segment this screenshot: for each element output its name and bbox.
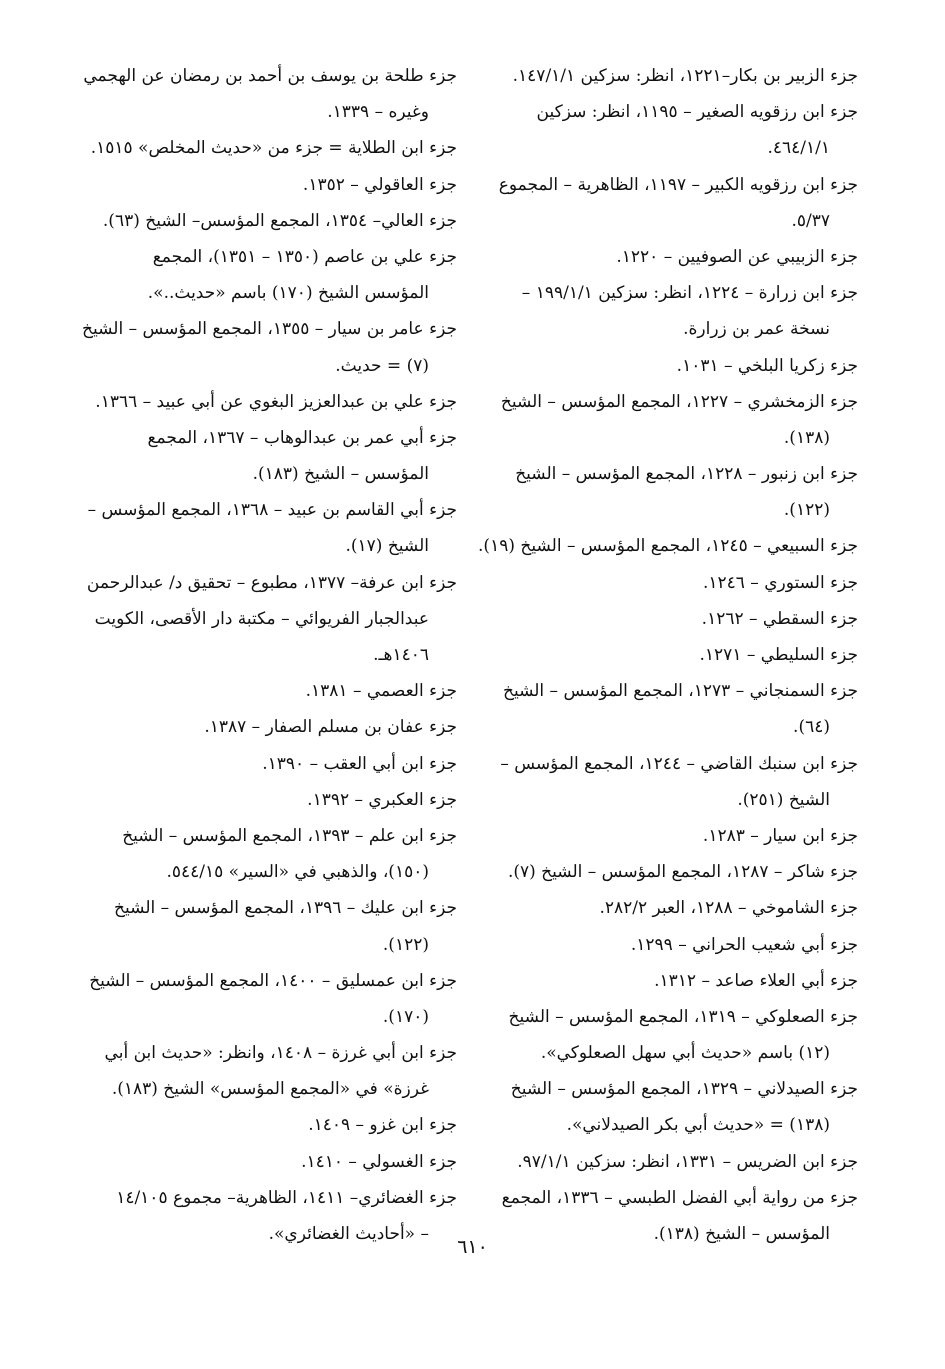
entry-line: جزء ابن رزقويه الصغير – ١١٩٥، انظر: سزكين bbox=[536, 102, 858, 123]
entry-line: جزء ابن سنبك القاضي – ١٢٤٤، المجمع المؤسس – bbox=[500, 753, 858, 774]
entry-line: جزء الغسولي – ١٤١٠. bbox=[301, 1151, 457, 1172]
entry-continuation-line: غرزة» في «المجمع المؤسس» الشيخ (١٨٣). bbox=[111, 1079, 429, 1100]
entry-continuation-line: المؤسس – الشيخ (١٨٣). bbox=[252, 464, 429, 485]
entry-line: جزء ابن أبي العقب – ١٣٩٠. bbox=[262, 753, 457, 774]
entry-line: جزء أبي شعيب الحراني – ١٢٩٩. bbox=[630, 934, 858, 955]
entry-line: جزء شاكر – ١٢٨٧، المجمع المؤسس – الشيخ (٧). bbox=[507, 862, 858, 883]
entry-line: جزء الزبير بن بكار–١٢٢١، انظر: سزكين ١٤٧/١/١. bbox=[512, 66, 858, 86]
entry-line: جزء ابن عليك – ١٣٩٦، المجمع المؤسس – الشيخ bbox=[114, 898, 457, 919]
entry-continuation-line: عبدالجبار الفريوائي – مكتبة دار الأقصى، الكويت bbox=[94, 608, 429, 629]
entry-line: جزء زكريا البلخي – ١٠٣١. bbox=[676, 355, 858, 376]
entry-line: جزء العالي– ١٣٥٤، المجمع المؤسس– الشيخ (٦٣). bbox=[102, 210, 457, 231]
entry-line: جزء ابن زنبور – ١٢٢٨، المجمع المؤسس – الشيخ bbox=[515, 464, 858, 485]
entry-line: جزء العكبري – ١٣٩٢. bbox=[307, 789, 457, 810]
entry-line: جزء علي بن عبدالعزيز البغوي عن أبي عبيد – ١٣٦٦. bbox=[95, 391, 457, 412]
entry-line: جزء ابن علم – ١٣٩٣، المجمع المؤسس – الشيخ bbox=[122, 825, 457, 846]
entry-continuation-line: ١٤٠٦هـ. bbox=[373, 645, 429, 665]
entry-line: جزء السمنجاني – ١٢٧٣، المجمع المؤسس – الشيخ bbox=[502, 681, 858, 702]
entry-continuation-line: نسخة عمر بن زرارة. bbox=[683, 319, 830, 340]
entry-line: جزء عامر بن سيار – ١٣٥٥، المجمع المؤسس – الشيخ bbox=[82, 319, 457, 340]
entry-line: جزء الستوري – ١٢٤٦. bbox=[702, 572, 858, 593]
entry-continuation-line: (٧) = حديث. bbox=[335, 355, 429, 376]
entry-continuation-line: (١٣٨). bbox=[783, 427, 830, 448]
entry-line: جزء ابن أبي غرزة – ١٤٠٨، وانظر: «حديث ابن أبي bbox=[104, 1043, 457, 1064]
left-column bbox=[82, 58, 457, 1252]
entry-continuation-line: (١٢) باسم «حديث أبي سهل الصعلوكي». bbox=[540, 1043, 830, 1064]
right-column bbox=[478, 58, 858, 1252]
entry-line: جزء من رواية أبي الفضل الطبسي – ١٣٣٦، المجمع bbox=[501, 1187, 858, 1208]
entry-line: جزء أبي العلاء صاعد – ١٣١٢. bbox=[654, 970, 858, 991]
entry-continuation-line: الشيخ (١٧). bbox=[345, 536, 429, 557]
entry-line: جزء ابن الضريس – ١٣٣١، انظر: سزكين ٩٧/١/١. bbox=[517, 1151, 858, 1172]
entry-continuation-line: ٤٦٤/١/١. bbox=[767, 138, 830, 159]
entry-line: جزء الغضائري– ١٤١١، الظاهرية– مجموع ١٤/١٠٥ bbox=[116, 1187, 457, 1208]
entry-line: جزء عفان بن مسلم الصفار – ١٣٨٧. bbox=[204, 717, 457, 738]
entry-continuation-line: المؤسس – الشيخ (١٣٨). bbox=[653, 1224, 830, 1244]
entry-line: جزء الزبيبي عن الصوفيين – ١٢٢٠. bbox=[616, 246, 858, 267]
entry-line: جزء أبي القاسم بن عبيد – ١٣٦٨، المجمع المؤسس – bbox=[87, 500, 457, 521]
entry-line: جزء ابن عرفة– ١٣٧٧، مطبوع – تحقيق د/ عبدالرحمن bbox=[86, 572, 457, 593]
entry-line: جزء طلحة بن يوسف بن أحمد بن رمضان عن الهجمي bbox=[83, 66, 457, 86]
entry-continuation-line: ٥/٣٧. bbox=[791, 210, 830, 231]
entry-line: جزء ابن غزو – ١٤٠٩. bbox=[308, 1115, 457, 1136]
entry-continuation-line: (٦٤). bbox=[793, 717, 830, 738]
entry-line: جزء علي بن عاصم (١٣٥٠ – ١٣٥١)، المجمع bbox=[152, 246, 457, 267]
entry-continuation-line: – «أحاديث الغضائري». bbox=[268, 1224, 429, 1244]
entry-line: جزء أبي عمر بن عبدالوهاب – ١٣٦٧، المجمع bbox=[147, 427, 457, 448]
entry-continuation-line: المؤسس الشيخ (١٧٠) باسم «حديث..». bbox=[147, 283, 429, 304]
entry-continuation-line: الشيخ (٢٥١). bbox=[737, 789, 830, 810]
entry-line: جزء الشاموخي – ١٢٨٨، العبر ٢٨٢/٢. bbox=[599, 898, 858, 919]
entry-line: جزء العاقولي – ١٣٥٢. bbox=[302, 174, 457, 195]
entry-line: جزء الصعلوكي – ١٣١٩، المجمع المؤسس – الشيخ bbox=[508, 1006, 858, 1027]
entry-line: جزء ابن زرارة – ١٢٢٤، انظر: سزكين ١٩٩/١/١ – bbox=[521, 283, 858, 304]
page-number: ٦١٠ bbox=[457, 1236, 488, 1258]
entry-line: جزء ابن الطلاية = جزء من «حديث المخلص» ١٥١٥. bbox=[90, 138, 457, 159]
entry-line: جزء العصمي – ١٣٨١. bbox=[305, 681, 457, 702]
entry-continuation-line: وغيره – ١٣٣٩. bbox=[327, 102, 429, 123]
entry-continuation-line: (١٧٠). bbox=[382, 1006, 429, 1027]
entry-continuation-line: (١٢٢). bbox=[382, 934, 429, 955]
entry-continuation-line: (١٢٢). bbox=[783, 500, 830, 521]
entry-line: جزء ابن سيار – ١٢٨٣. bbox=[702, 825, 858, 846]
entry-line: جزء السليطي – ١٢٧١. bbox=[699, 645, 858, 665]
entry-continuation-line: (١٣٨) = «حديث أبي بكر الصيدلاني». bbox=[566, 1115, 830, 1136]
entry-line: جزء ابن رزقويه الكبير – ١١٩٧، الظاهرية – المجموع bbox=[498, 174, 858, 195]
entry-line: جزء الصيدلاني – ١٣٢٩، المجمع المؤسس – الشيخ bbox=[510, 1079, 858, 1100]
entry-line: جزء ابن عمسليق – ١٤٠٠، المجمع المؤسس – الشيخ bbox=[89, 970, 457, 991]
entry-line: جزء السقطي – ١٢٦٢. bbox=[701, 608, 858, 629]
entry-line: جزء السبيعي – ١٢٤٥، المجمع المؤسس – الشيخ (١٩). bbox=[478, 536, 858, 557]
entry-line: جزء الزمخشري – ١٢٢٧، المجمع المؤسس – الشيخ bbox=[500, 391, 858, 412]
entry-continuation-line: (١٥٠)، والذهبي في «السير» ٥٤٤/١٥. bbox=[166, 862, 429, 883]
